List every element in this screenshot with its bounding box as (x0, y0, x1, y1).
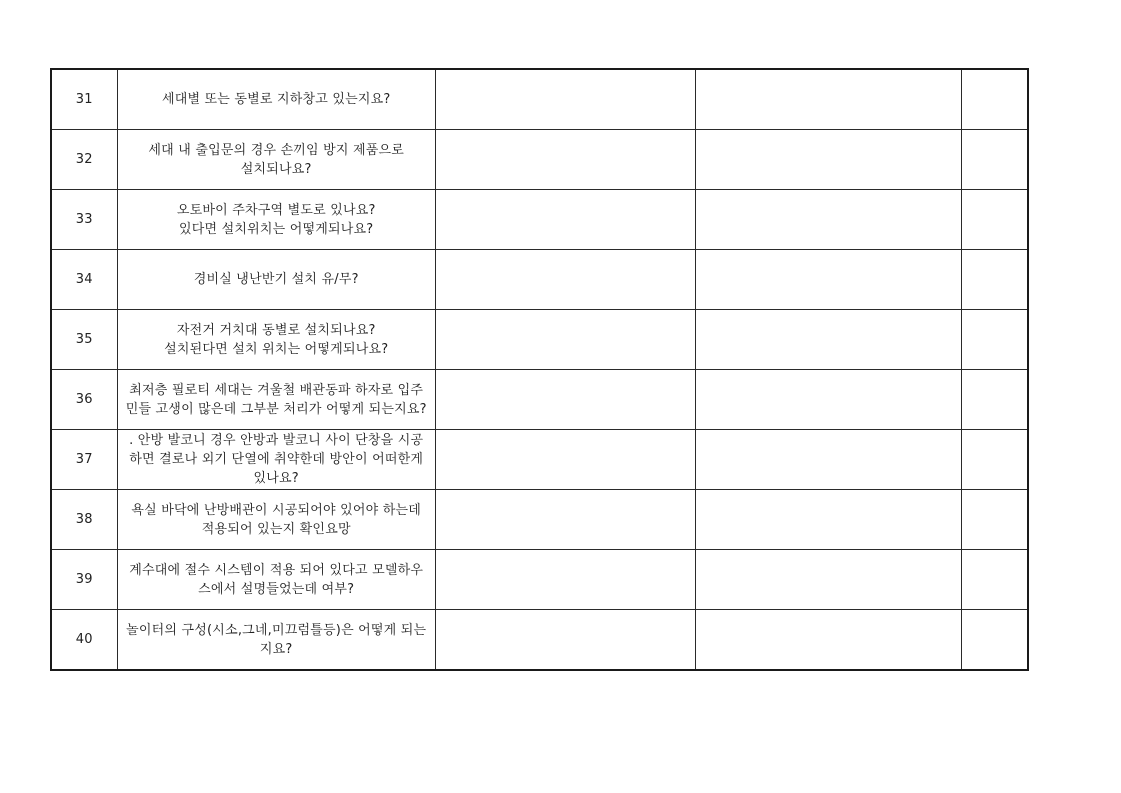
answer-cell (435, 490, 695, 550)
answer-cell (696, 250, 962, 310)
answer-cell (435, 430, 695, 490)
row-number: 35 (51, 310, 117, 370)
answer-cell (435, 610, 695, 671)
table-row (51, 430, 1028, 490)
answer-cell (696, 430, 962, 490)
row-number: 40 (51, 610, 117, 671)
row-number: 36 (51, 370, 117, 430)
answer-cell (696, 310, 962, 370)
answer-cell (435, 550, 695, 610)
answer-cell (696, 610, 962, 671)
answer-cell (435, 310, 695, 370)
row-number: 34 (51, 250, 117, 310)
answer-cell (696, 130, 962, 190)
question-text: 욕실 바닥에 난방배관이 시공되어야 있어야 하는데 적용되어 있는지 확인요망 (117, 490, 435, 550)
table-row (51, 250, 1028, 310)
remark-cell (962, 190, 1028, 250)
answer-cell (696, 490, 962, 550)
question-text: . 안방 발코니 경우 안방과 발코니 사이 단창을 시공 하면 결로나 외기 단열에 취약한데 방안이 어떠한게 있나요? (117, 430, 435, 490)
answer-cell (696, 370, 962, 430)
question-text: 계수대에 절수 시스템이 적용 되어 있다고 모델하우 스에서 설명들었는데 여부? (117, 550, 435, 610)
remark-cell (962, 490, 1028, 550)
answer-cell (696, 69, 962, 130)
table-row (51, 370, 1028, 430)
table-row (51, 130, 1028, 190)
question-text: 경비실 냉난반기 설치 유/무? (117, 250, 435, 310)
remark-cell (962, 69, 1028, 130)
question-table (50, 68, 1029, 671)
answer-cell (435, 250, 695, 310)
question-text: 놀이터의 구성(시소,그네,미끄럼틀등)은 어떻게 되는 지요? (117, 610, 435, 671)
remark-cell (962, 430, 1028, 490)
table-row (51, 490, 1028, 550)
answer-cell (435, 69, 695, 130)
row-number: 33 (51, 190, 117, 250)
answer-cell (696, 190, 962, 250)
question-text: 최저층 필로티 세대는 겨울철 배관동파 하자로 입주 민들 고생이 많은데 그부분 처리가 어떻게 되는지요? (117, 370, 435, 430)
remark-cell (962, 250, 1028, 310)
answer-cell (435, 130, 695, 190)
question-text: 세대 내 출입문의 경우 손끼임 방지 제품으로 설치되나요? (117, 130, 435, 190)
answer-cell (435, 370, 695, 430)
answer-cell (696, 550, 962, 610)
remark-cell (962, 610, 1028, 671)
row-number: 32 (51, 130, 117, 190)
row-number: 37 (51, 430, 117, 490)
question-text: 오토바이 주차구역 별도로 있나요? 있다면 설치위치는 어떻게되나요? (117, 190, 435, 250)
answer-cell (435, 190, 695, 250)
row-number: 39 (51, 550, 117, 610)
row-number: 38 (51, 490, 117, 550)
remark-cell (962, 310, 1028, 370)
row-number: 31 (51, 69, 117, 130)
question-text: 자전거 거치대 동별로 설치되나요? 설치된다면 설치 위치는 어떻게되나요? (117, 310, 435, 370)
table-row (51, 610, 1028, 671)
table-row (51, 310, 1028, 370)
remark-cell (962, 550, 1028, 610)
table-row (51, 69, 1028, 130)
remark-cell (962, 370, 1028, 430)
table-row (51, 190, 1028, 250)
remark-cell (962, 130, 1028, 190)
table-row (51, 550, 1028, 610)
question-text: 세대별 또는 동별로 지하창고 있는지요? (117, 69, 435, 130)
